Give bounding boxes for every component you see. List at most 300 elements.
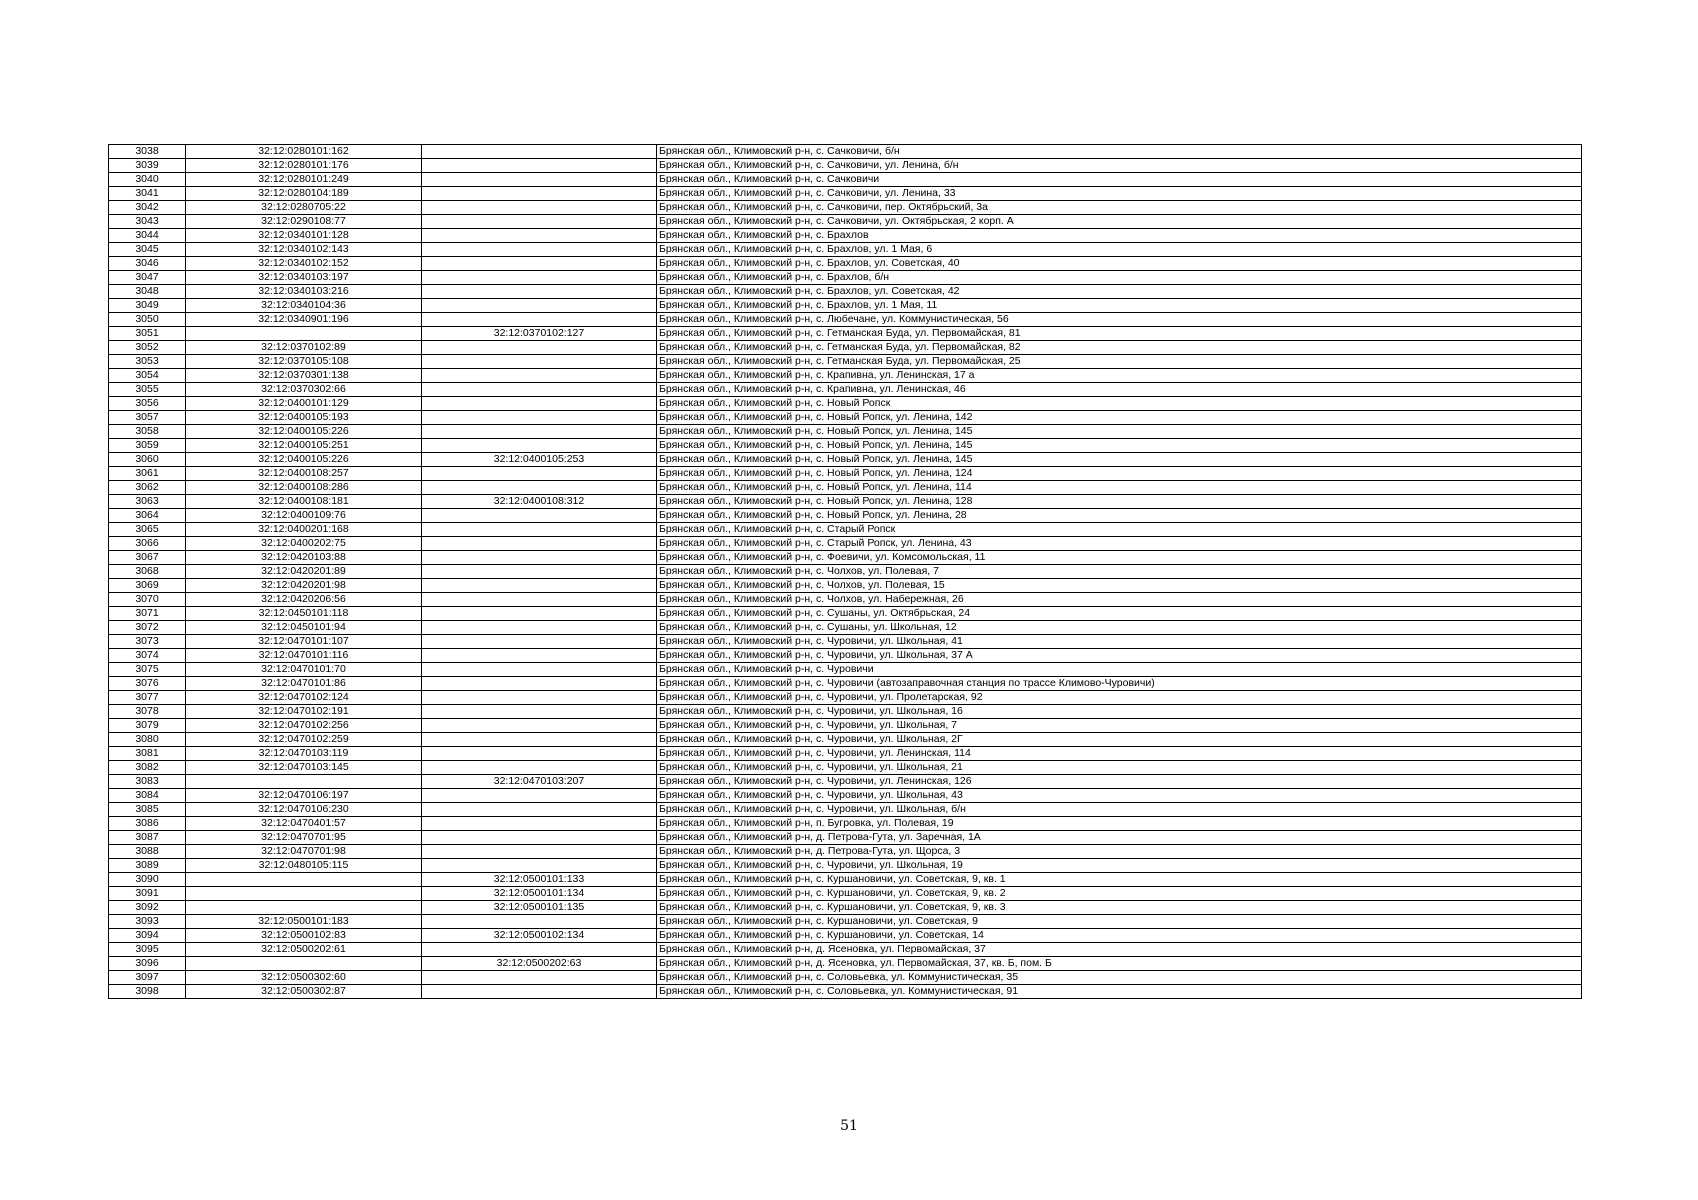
cadastral-number-alt-cell xyxy=(422,607,657,621)
cadastral-number-alt-cell xyxy=(422,271,657,285)
address-cell: Брянская обл., Климовский р-н, с. Сачковичи xyxy=(657,173,1582,187)
table-row xyxy=(109,943,1582,957)
table-row xyxy=(109,887,1582,901)
table-row xyxy=(109,859,1582,873)
cadastral-number-alt-cell xyxy=(422,551,657,565)
cadastral-number-alt-cell xyxy=(422,985,657,999)
row-number-cell: 3063 xyxy=(109,495,186,509)
row-number-cell: 3053 xyxy=(109,355,186,369)
table-row xyxy=(109,957,1582,971)
row-number-cell: 3073 xyxy=(109,635,186,649)
row-number-cell: 3095 xyxy=(109,943,186,957)
cadastral-number-alt-cell xyxy=(422,411,657,425)
row-number-cell: 3055 xyxy=(109,383,186,397)
table-row xyxy=(109,929,1582,943)
cadastral-number-alt-cell xyxy=(422,565,657,579)
address-cell: Брянская обл., Климовский р-н, с. Фоевичи, ул. Комсомольская, 11 xyxy=(657,551,1582,565)
cadastral-number-cell: 32:12:0420201:89 xyxy=(186,565,422,579)
table-row xyxy=(109,593,1582,607)
address-cell: Брянская обл., Климовский р-н, с. Чуровичи, ул. Школьная, 37 А xyxy=(657,649,1582,663)
row-number-cell: 3066 xyxy=(109,537,186,551)
row-number-cell: 3083 xyxy=(109,775,186,789)
address-cell: Брянская обл., Климовский р-н, с. Чуровичи, ул. Ленинская, 114 xyxy=(657,747,1582,761)
table-row xyxy=(109,873,1582,887)
cadastral-number-cell: 32:12:0280101:162 xyxy=(186,145,422,159)
cadastral-number-alt-cell xyxy=(422,971,657,985)
address-cell: Брянская обл., Климовский р-н, с. Чолхов, ул. Полевая, 15 xyxy=(657,579,1582,593)
row-number-cell: 3057 xyxy=(109,411,186,425)
address-cell: Брянская обл., Климовский р-н, с. Соловьевка, ул. Коммунистическая, 91 xyxy=(657,985,1582,999)
row-number-cell: 3087 xyxy=(109,831,186,845)
cadastral-number-cell: 32:12:0470106:230 xyxy=(186,803,422,817)
address-cell: Брянская обл., Климовский р-н, с. Любечане, ул. Коммунистическая, 56 xyxy=(657,313,1582,327)
row-number-cell: 3071 xyxy=(109,607,186,621)
cadastral-number-cell: 32:12:0470102:124 xyxy=(186,691,422,705)
row-number-cell: 3062 xyxy=(109,481,186,495)
address-cell: Брянская обл., Климовский р-н, с. Сачковичи, ул. Ленина, б/н xyxy=(657,159,1582,173)
cadastral-number-alt-cell xyxy=(422,243,657,257)
cadastral-number-cell: 32:12:0340104:36 xyxy=(186,299,422,313)
address-cell: Брянская обл., Климовский р-н, с. Чуровичи, ул. Школьная, 41 xyxy=(657,635,1582,649)
table-row xyxy=(109,215,1582,229)
row-number-cell: 3065 xyxy=(109,523,186,537)
address-cell: Брянская обл., Климовский р-н, с. Новый Ропск, ул. Ленина, 28 xyxy=(657,509,1582,523)
row-number-cell: 3077 xyxy=(109,691,186,705)
address-cell: Брянская обл., Климовский р-н, с. Чуровичи, ул. Школьная, 16 xyxy=(657,705,1582,719)
row-number-cell: 3078 xyxy=(109,705,186,719)
cadastral-number-alt-cell xyxy=(422,145,657,159)
cadastral-number-alt-cell xyxy=(422,705,657,719)
table-row xyxy=(109,299,1582,313)
table-row xyxy=(109,915,1582,929)
cadastral-number-cell: 32:12:0280705:22 xyxy=(186,201,422,215)
address-cell: Брянская обл., Климовский р-н, с. Новый Ропск, ул. Ленина, 124 xyxy=(657,467,1582,481)
cadastral-number-alt-cell xyxy=(422,733,657,747)
table-row xyxy=(109,579,1582,593)
table-row xyxy=(109,145,1582,159)
address-cell: Брянская обл., Климовский р-н, с. Брахлов, ул. 1 Мая, 6 xyxy=(657,243,1582,257)
table-row xyxy=(109,397,1582,411)
table-row xyxy=(109,747,1582,761)
table-row xyxy=(109,439,1582,453)
cadastral-number-cell: 32:12:0480105:115 xyxy=(186,859,422,873)
address-cell: Брянская обл., Климовский р-н, с. Сушаны, ул. Школьная, 12 xyxy=(657,621,1582,635)
cadastral-number-alt-cell xyxy=(422,691,657,705)
address-cell: Брянская обл., Климовский р-н, с. Брахлов, ул. 1 Мая, 11 xyxy=(657,299,1582,313)
row-number-cell: 3090 xyxy=(109,873,186,887)
cadastral-number-cell: 32:12:0500202:61 xyxy=(186,943,422,957)
table-row xyxy=(109,901,1582,915)
cadastral-number-cell: 32:12:0420201:98 xyxy=(186,579,422,593)
cadastral-number-alt-cell: 32:12:0500101:135 xyxy=(422,901,657,915)
address-cell: Брянская обл., Климовский р-н, с. Новый Ропск, ул. Ленина, 142 xyxy=(657,411,1582,425)
cadastral-number-cell: 32:12:0470101:116 xyxy=(186,649,422,663)
address-cell: Брянская обл., Климовский р-н, с. Куршановичи, ул. Советская, 9, кв. 2 xyxy=(657,887,1582,901)
row-number-cell: 3097 xyxy=(109,971,186,985)
cadastral-number-cell: 32:12:0500302:87 xyxy=(186,985,422,999)
table-row xyxy=(109,201,1582,215)
cadastral-number-cell xyxy=(186,775,422,789)
cadastral-number-alt-cell: 32:12:0400108:312 xyxy=(422,495,657,509)
cadastral-number-cell: 32:12:0470103:119 xyxy=(186,747,422,761)
cadastral-number-alt-cell xyxy=(422,915,657,929)
table-row xyxy=(109,411,1582,425)
cadastral-number-alt-cell: 32:12:0500202:63 xyxy=(422,957,657,971)
address-cell: Брянская обл., Климовский р-н, с. Чуровичи, ул. Пролетарская, 92 xyxy=(657,691,1582,705)
cadastral-number-alt-cell xyxy=(422,719,657,733)
address-cell: Брянская обл., Климовский р-н, с. Сачковичи, пер. Октябрьский, 3а xyxy=(657,201,1582,215)
table-row xyxy=(109,691,1582,705)
table-row xyxy=(109,677,1582,691)
address-cell: Брянская обл., Климовский р-н, с. Новый Ропск, ул. Ленина, 145 xyxy=(657,439,1582,453)
row-number-cell: 3076 xyxy=(109,677,186,691)
cadastral-number-cell xyxy=(186,957,422,971)
cadastral-number-alt-cell xyxy=(422,523,657,537)
row-number-cell: 3041 xyxy=(109,187,186,201)
cadastral-number-cell: 32:12:0340103:197 xyxy=(186,271,422,285)
cadastral-number-alt-cell xyxy=(422,159,657,173)
row-number-cell: 3047 xyxy=(109,271,186,285)
cadastral-number-cell: 32:12:0470102:259 xyxy=(186,733,422,747)
address-cell: Брянская обл., Климовский р-н, с. Куршановичи, ул. Советская, 14 xyxy=(657,929,1582,943)
table-row xyxy=(109,551,1582,565)
address-cell: Брянская обл., Климовский р-н, с. Брахлов, ул. Советская, 42 xyxy=(657,285,1582,299)
cadastral-number-alt-cell xyxy=(422,509,657,523)
address-cell: Брянская обл., Климовский р-н, с. Новый Ропск, ул. Ленина, 128 xyxy=(657,495,1582,509)
cadastral-number-alt-cell xyxy=(422,817,657,831)
cadastral-number-alt-cell xyxy=(422,803,657,817)
cadastral-number-alt-cell xyxy=(422,579,657,593)
row-number-cell: 3050 xyxy=(109,313,186,327)
table-row xyxy=(109,369,1582,383)
cadastral-number-alt-cell xyxy=(422,229,657,243)
cadastral-number-alt-cell xyxy=(422,747,657,761)
address-cell: Брянская обл., Климовский р-н, с. Новый Ропск, ул. Ленина, 145 xyxy=(657,425,1582,439)
cadastral-number-cell: 32:12:0400101:129 xyxy=(186,397,422,411)
cadastral-number-cell: 32:12:0400105:251 xyxy=(186,439,422,453)
cadastral-number-cell: 32:12:0370302:66 xyxy=(186,383,422,397)
row-number-cell: 3088 xyxy=(109,845,186,859)
table-row xyxy=(109,635,1582,649)
address-cell: Брянская обл., Климовский р-н, с. Сачковичи, ул. Октябрьская, 2 корп. А xyxy=(657,215,1582,229)
row-number-cell: 3067 xyxy=(109,551,186,565)
address-cell: Брянская обл., Климовский р-н, с. Чуровичи, ул. Школьная, 7 xyxy=(657,719,1582,733)
cadastral-number-cell: 32:12:0340102:152 xyxy=(186,257,422,271)
row-number-cell: 3086 xyxy=(109,817,186,831)
address-cell: Брянская обл., Климовский р-н, д. Петрова-Гута, ул. Щорса, 3 xyxy=(657,845,1582,859)
table-row xyxy=(109,537,1582,551)
cadastral-number-alt-cell xyxy=(422,341,657,355)
cadastral-number-cell xyxy=(186,887,422,901)
table-row xyxy=(109,159,1582,173)
row-number-cell: 3069 xyxy=(109,579,186,593)
cadastral-number-alt-cell xyxy=(422,649,657,663)
row-number-cell: 3045 xyxy=(109,243,186,257)
cadastral-number-cell: 32:12:0500302:60 xyxy=(186,971,422,985)
cadastral-number-alt-cell xyxy=(422,663,657,677)
cadastral-number-alt-cell xyxy=(422,481,657,495)
cadastral-number-cell: 32:12:0450101:94 xyxy=(186,621,422,635)
table-row xyxy=(109,341,1582,355)
table-row xyxy=(109,243,1582,257)
cadastral-number-alt-cell xyxy=(422,859,657,873)
row-number-cell: 3068 xyxy=(109,565,186,579)
cadastral-number-cell: 32:12:0290108:77 xyxy=(186,215,422,229)
cadastral-number-alt-cell xyxy=(422,789,657,803)
table-row xyxy=(109,985,1582,999)
address-cell: Брянская обл., Климовский р-н, д. Ясеновка, ул. Первомайская, 37, кв. Б, пом. Б xyxy=(657,957,1582,971)
cadastral-number-cell: 32:12:0470106:197 xyxy=(186,789,422,803)
row-number-cell: 3081 xyxy=(109,747,186,761)
cadastral-number-cell: 32:12:0500101:183 xyxy=(186,915,422,929)
row-number-cell: 3059 xyxy=(109,439,186,453)
table-row xyxy=(109,383,1582,397)
table-row xyxy=(109,719,1582,733)
table-row xyxy=(109,621,1582,635)
cadastral-number-cell: 32:12:0370105:108 xyxy=(186,355,422,369)
cadastral-number-cell: 32:12:0340102:143 xyxy=(186,243,422,257)
cadastral-number-alt-cell xyxy=(422,173,657,187)
row-number-cell: 3082 xyxy=(109,761,186,775)
cadastral-number-cell: 32:12:0470701:95 xyxy=(186,831,422,845)
table-row xyxy=(109,229,1582,243)
table-row xyxy=(109,845,1582,859)
cadastral-number-cell: 32:12:0400108:286 xyxy=(186,481,422,495)
address-cell: Брянская обл., Климовский р-н, с. Брахлов, ул. Советская, 40 xyxy=(657,257,1582,271)
cadastral-number-alt-cell: 32:12:0500101:134 xyxy=(422,887,657,901)
row-number-cell: 3044 xyxy=(109,229,186,243)
cadastral-number-cell: 32:12:0280101:249 xyxy=(186,173,422,187)
table-row xyxy=(109,453,1582,467)
cadastral-number-alt-cell xyxy=(422,215,657,229)
cadastral-number-alt-cell xyxy=(422,761,657,775)
cadastral-number-alt-cell xyxy=(422,299,657,313)
cadastral-number-cell: 32:12:0470101:107 xyxy=(186,635,422,649)
cadastral-number-cell: 32:12:0340103:216 xyxy=(186,285,422,299)
address-cell: Брянская обл., Климовский р-н, п. Бугровка, ул. Полевая, 19 xyxy=(657,817,1582,831)
cadastral-number-alt-cell xyxy=(422,593,657,607)
cadastral-number-cell: 32:12:0470701:98 xyxy=(186,845,422,859)
row-number-cell: 3072 xyxy=(109,621,186,635)
cadastral-number-alt-cell xyxy=(422,187,657,201)
cadastral-number-alt-cell xyxy=(422,467,657,481)
address-cell: Брянская обл., Климовский р-н, с. Чуровичи (автозаправочная станция по трассе Климово-Чуровичи) xyxy=(657,677,1582,691)
address-cell: Брянская обл., Климовский р-н, с. Куршановичи, ул. Советская, 9 xyxy=(657,915,1582,929)
table-row xyxy=(109,789,1582,803)
address-cell: Брянская обл., Климовский р-н, с. Гетманская Буда, ул. Первомайская, 82 xyxy=(657,341,1582,355)
table-row xyxy=(109,523,1582,537)
row-number-cell: 3054 xyxy=(109,369,186,383)
cadastral-number-alt-cell xyxy=(422,397,657,411)
table-row xyxy=(109,803,1582,817)
row-number-cell: 3089 xyxy=(109,859,186,873)
cadastral-number-cell: 32:12:0400108:181 xyxy=(186,495,422,509)
row-number-cell: 3092 xyxy=(109,901,186,915)
cadastral-number-alt-cell xyxy=(422,677,657,691)
address-cell: Брянская обл., Климовский р-н, с. Чуровичи, ул. Школьная, 2Г xyxy=(657,733,1582,747)
address-cell: Брянская обл., Климовский р-н, с. Чуровичи xyxy=(657,663,1582,677)
row-number-cell: 3052 xyxy=(109,341,186,355)
cadastral-number-cell: 32:12:0420103:88 xyxy=(186,551,422,565)
table-row xyxy=(109,649,1582,663)
table-row xyxy=(109,971,1582,985)
table-row xyxy=(109,271,1582,285)
table-row xyxy=(109,481,1582,495)
row-number-cell: 3074 xyxy=(109,649,186,663)
cadastral-number-cell: 32:12:0470101:86 xyxy=(186,677,422,691)
cadastral-number-alt-cell xyxy=(422,537,657,551)
table-row xyxy=(109,355,1582,369)
table-row xyxy=(109,817,1582,831)
cadastral-number-cell xyxy=(186,327,422,341)
page-number: 51 xyxy=(840,1118,858,1134)
row-number-cell: 3080 xyxy=(109,733,186,747)
cadastral-number-alt-cell xyxy=(422,257,657,271)
cadastral-number-alt-cell xyxy=(422,943,657,957)
cadastral-number-alt-cell xyxy=(422,845,657,859)
table-row xyxy=(109,187,1582,201)
cadastral-number-cell: 32:12:0470401:57 xyxy=(186,817,422,831)
cadastral-number-cell: 32:12:0280101:176 xyxy=(186,159,422,173)
cadastral-number-cell: 32:12:0500102:83 xyxy=(186,929,422,943)
row-number-cell: 3060 xyxy=(109,453,186,467)
table-row xyxy=(109,775,1582,789)
table-row xyxy=(109,327,1582,341)
cadastral-number-alt-cell xyxy=(422,313,657,327)
row-number-cell: 3070 xyxy=(109,593,186,607)
cadastral-number-cell: 32:12:0340101:128 xyxy=(186,229,422,243)
address-cell: Брянская обл., Климовский р-н, с. Сачковичи, ул. Ленина, 33 xyxy=(657,187,1582,201)
registry-table xyxy=(108,144,1582,999)
address-cell: Брянская обл., Климовский р-н, д. Петрова-Гута, ул. Заречная, 1А xyxy=(657,831,1582,845)
address-cell: Брянская обл., Климовский р-н, с. Гетманская Буда, ул. Первомайская, 81 xyxy=(657,327,1582,341)
row-number-cell: 3042 xyxy=(109,201,186,215)
cadastral-number-alt-cell: 32:12:0370102:127 xyxy=(422,327,657,341)
cadastral-number-alt-cell: 32:12:0500101:133 xyxy=(422,873,657,887)
cadastral-number-alt-cell xyxy=(422,425,657,439)
row-number-cell: 3038 xyxy=(109,145,186,159)
table-row xyxy=(109,705,1582,719)
cadastral-number-cell: 32:12:0400105:193 xyxy=(186,411,422,425)
cadastral-number-cell: 32:12:0280104:189 xyxy=(186,187,422,201)
table-row xyxy=(109,761,1582,775)
table-row xyxy=(109,495,1582,509)
cadastral-number-alt-cell: 32:12:0470103:207 xyxy=(422,775,657,789)
cadastral-number-cell: 32:12:0420206:56 xyxy=(186,593,422,607)
table-row xyxy=(109,257,1582,271)
table-row xyxy=(109,313,1582,327)
address-cell: Брянская обл., Климовский р-н, с. Чолхов, ул. Набережная, 26 xyxy=(657,593,1582,607)
address-cell: Брянская обл., Климовский р-н, с. Новый Ропск, ул. Ленина, 145 xyxy=(657,453,1582,467)
registry-table-body xyxy=(109,145,1582,999)
cadastral-number-alt-cell xyxy=(422,439,657,453)
row-number-cell: 3043 xyxy=(109,215,186,229)
cadastral-number-cell: 32:12:0400201:168 xyxy=(186,523,422,537)
table-row xyxy=(109,565,1582,579)
row-number-cell: 3061 xyxy=(109,467,186,481)
cadastral-number-cell xyxy=(186,873,422,887)
row-number-cell: 3064 xyxy=(109,509,186,523)
table-row xyxy=(109,425,1582,439)
cadastral-number-cell: 32:12:0400105:226 xyxy=(186,425,422,439)
address-cell: Брянская обл., Климовский р-н, с. Чуровичи, ул. Школьная, б/н xyxy=(657,803,1582,817)
table-row xyxy=(109,607,1582,621)
row-number-cell: 3049 xyxy=(109,299,186,313)
cadastral-number-cell: 32:12:0470102:256 xyxy=(186,719,422,733)
table-row xyxy=(109,173,1582,187)
row-number-cell: 3046 xyxy=(109,257,186,271)
cadastral-number-alt-cell xyxy=(422,369,657,383)
cadastral-number-cell xyxy=(186,901,422,915)
cadastral-number-alt-cell: 32:12:0400105:253 xyxy=(422,453,657,467)
address-cell: Брянская обл., Климовский р-н, д. Ясеновка, ул. Первомайская, 37 xyxy=(657,943,1582,957)
table-row xyxy=(109,831,1582,845)
address-cell: Брянская обл., Климовский р-н, с. Сачковичи, б/н xyxy=(657,145,1582,159)
row-number-cell: 3051 xyxy=(109,327,186,341)
address-cell: Брянская обл., Климовский р-н, с. Крапивна, ул. Ленинская, 17 а xyxy=(657,369,1582,383)
address-cell: Брянская обл., Климовский р-н, с. Новый Ропск, ул. Ленина, 114 xyxy=(657,481,1582,495)
cadastral-number-alt-cell xyxy=(422,621,657,635)
cadastral-number-cell: 32:12:0450101:118 xyxy=(186,607,422,621)
row-number-cell: 3093 xyxy=(109,915,186,929)
address-cell: Брянская обл., Климовский р-н, с. Куршановичи, ул. Советская, 9, кв. 1 xyxy=(657,873,1582,887)
address-cell: Брянская обл., Климовский р-н, с. Старый Ропск xyxy=(657,523,1582,537)
address-cell: Брянская обл., Климовский р-н, с. Брахлов xyxy=(657,229,1582,243)
address-cell: Брянская обл., Климовский р-н, с. Чуровичи, ул. Школьная, 19 xyxy=(657,859,1582,873)
table-row xyxy=(109,285,1582,299)
address-cell: Брянская обл., Климовский р-н, с. Чуровичи, ул. Школьная, 43 xyxy=(657,789,1582,803)
cadastral-number-cell: 32:12:0470102:191 xyxy=(186,705,422,719)
cadastral-number-cell: 32:12:0470103:145 xyxy=(186,761,422,775)
address-cell: Брянская обл., Климовский р-н, с. Гетманская Буда, ул. Первомайская, 25 xyxy=(657,355,1582,369)
cadastral-number-cell: 32:12:0400109:76 xyxy=(186,509,422,523)
row-number-cell: 3085 xyxy=(109,803,186,817)
row-number-cell: 3058 xyxy=(109,425,186,439)
row-number-cell: 3056 xyxy=(109,397,186,411)
address-cell: Брянская обл., Климовский р-н, с. Чуровичи, ул. Школьная, 21 xyxy=(657,761,1582,775)
cadastral-number-alt-cell xyxy=(422,831,657,845)
address-cell: Брянская обл., Климовский р-н, с. Крапивна, ул. Ленинская, 46 xyxy=(657,383,1582,397)
cadastral-number-cell: 32:12:0400105:226 xyxy=(186,453,422,467)
row-number-cell: 3048 xyxy=(109,285,186,299)
row-number-cell: 3039 xyxy=(109,159,186,173)
row-number-cell: 3098 xyxy=(109,985,186,999)
cadastral-number-alt-cell xyxy=(422,285,657,299)
address-cell: Брянская обл., Климовский р-н, с. Брахлов, б/н xyxy=(657,271,1582,285)
address-cell: Брянская обл., Климовский р-н, с. Чуровичи, ул. Ленинская, 126 xyxy=(657,775,1582,789)
table-row xyxy=(109,733,1582,747)
cadastral-number-cell: 32:12:0400202:75 xyxy=(186,537,422,551)
address-cell: Брянская обл., Климовский р-н, с. Старый Ропск, ул. Ленина, 43 xyxy=(657,537,1582,551)
cadastral-number-alt-cell xyxy=(422,383,657,397)
cadastral-number-cell: 32:12:0340901:196 xyxy=(186,313,422,327)
cadastral-number-alt-cell xyxy=(422,201,657,215)
table-row xyxy=(109,467,1582,481)
row-number-cell: 3040 xyxy=(109,173,186,187)
row-number-cell: 3094 xyxy=(109,929,186,943)
cadastral-number-alt-cell: 32:12:0500102:134 xyxy=(422,929,657,943)
address-cell: Брянская обл., Климовский р-н, с. Новый Ропск xyxy=(657,397,1582,411)
row-number-cell: 3096 xyxy=(109,957,186,971)
cadastral-number-cell: 32:12:0370102:89 xyxy=(186,341,422,355)
table-row xyxy=(109,663,1582,677)
row-number-cell: 3091 xyxy=(109,887,186,901)
row-number-cell: 3084 xyxy=(109,789,186,803)
address-cell: Брянская обл., Климовский р-н, с. Сушаны, ул. Октябрьская, 24 xyxy=(657,607,1582,621)
cadastral-number-cell: 32:12:0470101:70 xyxy=(186,663,422,677)
row-number-cell: 3079 xyxy=(109,719,186,733)
cadastral-number-cell: 32:12:0400108:257 xyxy=(186,467,422,481)
